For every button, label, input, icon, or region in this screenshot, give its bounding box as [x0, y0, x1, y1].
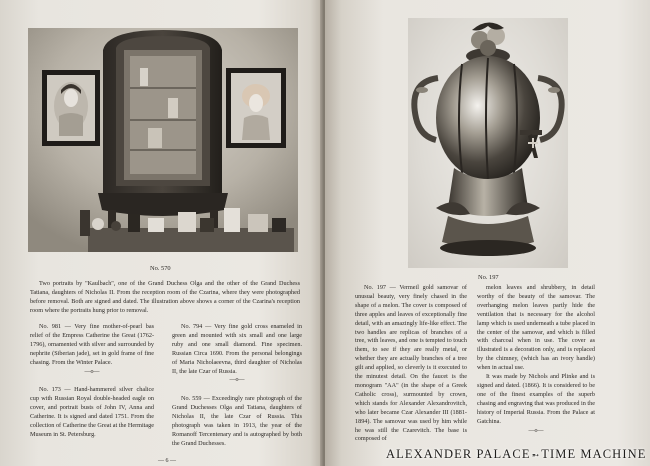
photo-caption-197: No. 197 — [478, 274, 499, 281]
left-page — [0, 0, 323, 466]
photo-caption-570: No. 570 — [150, 265, 171, 272]
watermark — [386, 447, 646, 462]
photo-samovar — [408, 18, 568, 268]
separator: —o— — [84, 368, 100, 375]
item-794-description: No. 794 — Very fine gold cross enameled in green and mounted with six small and one large ruby and one small diamond. Fine specimen. Russian Circa 1690. From the personal belongings of Maria Nicholaeevna, third daughter of Nicholas II, the late Czar of Russia. — [172, 323, 302, 375]
samovar-illustration — [408, 18, 568, 268]
item-173-description: No. 173 — Hand-hammered silver chalice cup with Russian Royal double-headed eagle on cover, and portrait busts of John IV, Anna and Catherine. It is signed and dated 1751. From the collection of Catherine the Great at the Hermitage Museum in St. Petersburg. — [30, 386, 154, 438]
separator: —o— — [229, 377, 245, 384]
watermark-right-text: TIME MACHINE — [541, 447, 647, 461]
item-197-maker-note: It was made by Nichols and Plinke and is signed and dated. (1866). It is considered to be one of the finest examples of the superb chasing and engraving that was produced in the history of Imperial Russia. From the Palace at Gatchina. — [477, 373, 595, 425]
left-column-2 — [172, 323, 302, 449]
photo-reception-room — [28, 28, 298, 252]
reception-room-illustration — [28, 28, 298, 252]
watermark-left-text: ALEXANDER PALACE — [386, 447, 531, 461]
item-197-description-cont: melon leaves and shrubbery, in detail worthy of the beauty of the samovar. The overhanging melon leaves partly hide the ventilation that is necessary for the alcohol lamp which is used underneath a tube placed in the center of the samovar, and which is filled with charcoal when in use. The cover as illustrated is a decoration only, and is replaced by the chimney, (which has an ivory handle) when in actual use. — [477, 284, 595, 372]
page-number: — 6 — — [158, 458, 176, 464]
right-column-1 — [355, 284, 467, 444]
right-column-2 — [477, 284, 595, 435]
watermark-arrow-icon: ➵ — [531, 450, 541, 460]
separator: —o— — [528, 427, 544, 434]
item-197-description: No. 197 — Vermeil gold samovar of unusual beauty, very finely chased in the shape of a melon. The cover is composed of three apples and leaves of exceptionally fine detail, with an amazingly life-like effect. The two handles are replicas of branches of a tree, with leaves, and one is tempted to touch them, to see if they are really metal, or whether they are actually branches of a tree gilt and applied, so cleverly is it executed to the minutest detail. On the faucet is the monogram "AA" (in the shape of a Greek Catholic cross), surmounted by crown, which stands for Alexander Alexandrovitch, who later became Czar Alexander III (1881-1894). The samovar was used by him while he was still the Czarevitch. The base is composed of — [355, 284, 467, 443]
item-981-description: No. 981 — Very fine mother-of-pearl bas relief of the Empress Catherine the Great (1762-1796), ornamented with silver and surrounded by nephrite (Siberian jade), set in gold frame of fine chasing. From the Winter Palace. — [30, 323, 154, 366]
item-559-description: No. 559 — Exceedingly rare photograph of the Grand Duchesses Olga and Tatiana, daughters of Nicholas II, the late Czar of Russia. This photograph was taken in 1913, the year of the Romanoff Tercentenary and is autographed by both the Grand Duchesses. — [172, 395, 302, 447]
left-column-1 — [30, 323, 154, 440]
intro-paragraph: Two portraits by "Kaulbach", one of the Grand Duchess Olga and the other of the Grand Duchess Tatiana, daughters of Nicholas II. From the reception room of the Czarina, where they were photographed before removal. Both are signed and dated. The illustration above shows a corner of the Czarina's reception room where the portraits hung prior to removal. — [30, 280, 300, 314]
